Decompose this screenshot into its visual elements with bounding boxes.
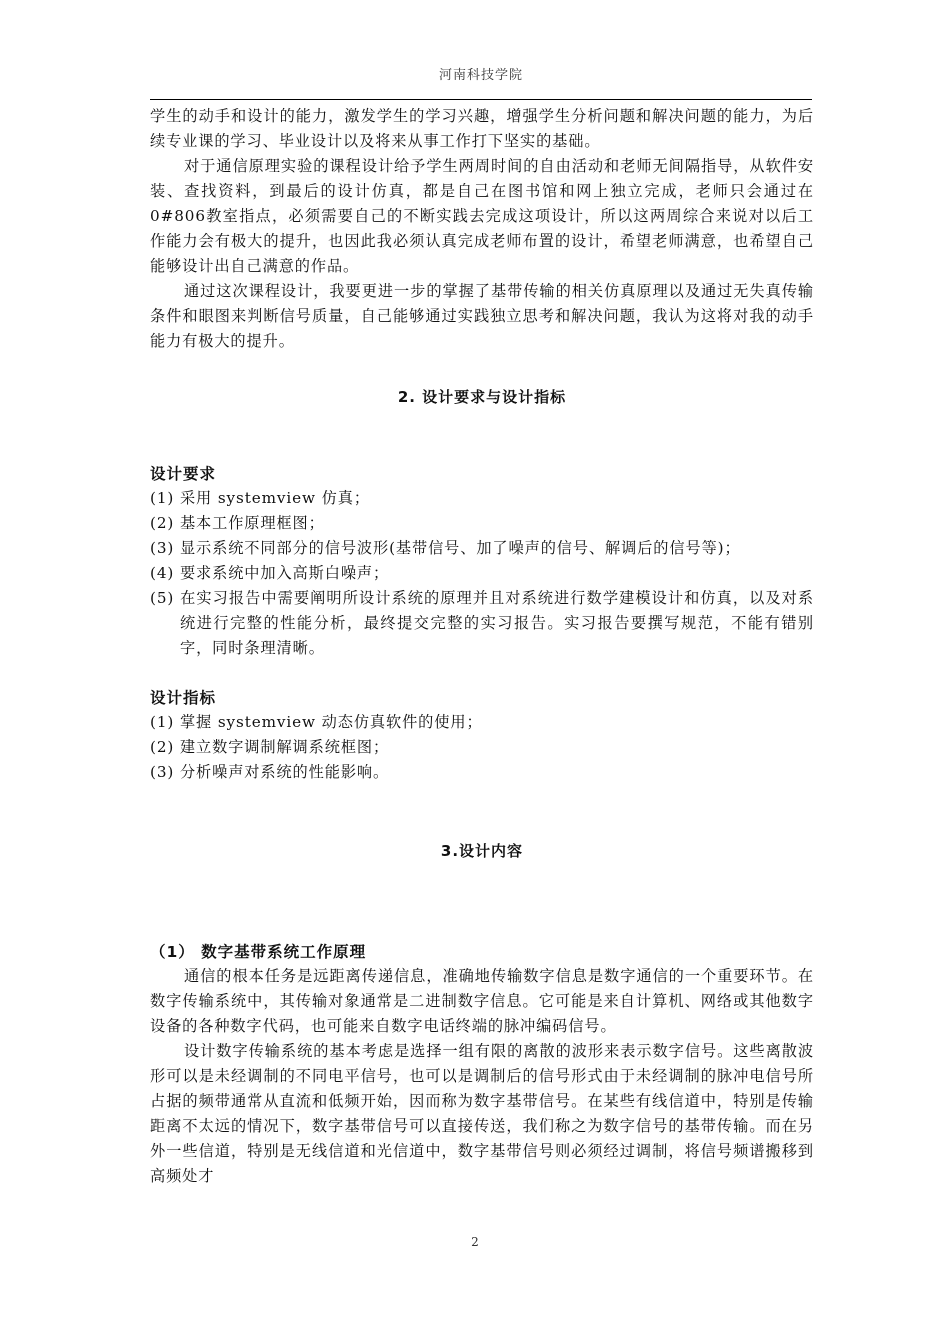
- requirements-title: 设计要求: [150, 465, 217, 483]
- requirements-list: [150, 486, 814, 661]
- list-item: (4) 要求系统中加入高斯白噪声；: [150, 564, 390, 582]
- page-header: 河南科技学院: [438, 68, 523, 83]
- body-paragraph-2: 设计数字传输系统的基本考虑是选择一组有限的离散的波形来表示数字信号。这些离散波形可以是未经调制的不同电平信号，也可以是调制后的信号形式由于未经调制的脉冲电信号所占据的频带通常从直流和低频开始，因而称为数字基带信号。在某些有线信道中，特别是传输距离不太远的情况下，数字基带信号可以直接传送，我们称之为数字信号的基带传输。而在另外一些信道，特别是无线信道和光信道中，数字基带信号则必须经过调制，将信号频谱搬移到高频处才: [150, 1042, 814, 1185]
- intro-paragraph-3: 通过这次课程设计，我要更进一步的掌握了基带传输的相关仿真原理以及通过无失真传输条件和眼图来判断信号质量，自己能够通过实践独立思考和解决问题，我认为这将对我的动手能力有极大的提升。: [150, 282, 814, 350]
- indicators-title: 设计指标: [150, 689, 217, 707]
- list-item: (1) 掌握 systemview 动态仿真软件的使用；: [150, 713, 483, 731]
- body-paragraph-1: 通信的根本任务是远距离传递信息，准确地传输数字信息是数字通信的一个重要环节。在数字传输系统中，其传输对象通常是二进制数字信息。它可能是来自计算机、网络或其他数字设备的各种数字代码，也可能来自数字电话终端的脉冲编码信号。: [150, 967, 814, 1035]
- page-number: 2: [471, 1235, 479, 1249]
- intro-section: [150, 104, 814, 354]
- header-rule: [150, 99, 812, 100]
- subsection-title: （1） 数字基带系统工作原理: [150, 943, 367, 961]
- list-item: (2) 基本工作原理框图；: [150, 514, 325, 532]
- section-2-title: 2. 设计要求与设计指标: [397, 388, 567, 406]
- list-item: (2) 建立数字调制解调系统框图；: [150, 738, 390, 756]
- indicators-list: [150, 710, 814, 785]
- list-item: (3) 显示系统不同部分的信号波形(基带信号、加了噪声的信号、解调后的信号等)；: [150, 539, 741, 557]
- list-item: (5) 在实习报告中需要阐明所设计系统的原理并且对系统进行数学建模设计和仿真，以及对系统进行完整的性能分析，最终提交完整的实习报告。实习报告要撰写规范，不能有错别字，同时条理清晰。: [150, 589, 814, 657]
- intro-paragraph-1: 学生的动手和设计的能力，激发学生的学习兴趣，增强学生分析问题和解决问题的能力，为后续专业课的学习、毕业设计以及将来从事工作打下坚实的基础。: [150, 107, 814, 150]
- section-3-title: 3.设计内容: [440, 842, 524, 860]
- intro-paragraph-2: 对于通信原理实验的课程设计给予学生两周时间的自由活动和老师无间隔指导，从软件安装、查找资料，到最后的设计仿真，都是自己在图书馆和网上独立完成，老师只会通过在0#806教室指点，必须需要自己的不断实践去完成这项设计，所以这两周综合来说对以后工作能力会有极大的提升，也因此我必须认真完成老师布置的设计，希望老师满意，也希望自己能够设计出自己满意的作品。: [150, 157, 814, 275]
- list-item: (3) 分析噪声对系统的性能影响。: [150, 763, 390, 781]
- list-item: (1) 采用 systemview 仿真；: [150, 489, 370, 507]
- section-3-body: [150, 964, 814, 1189]
